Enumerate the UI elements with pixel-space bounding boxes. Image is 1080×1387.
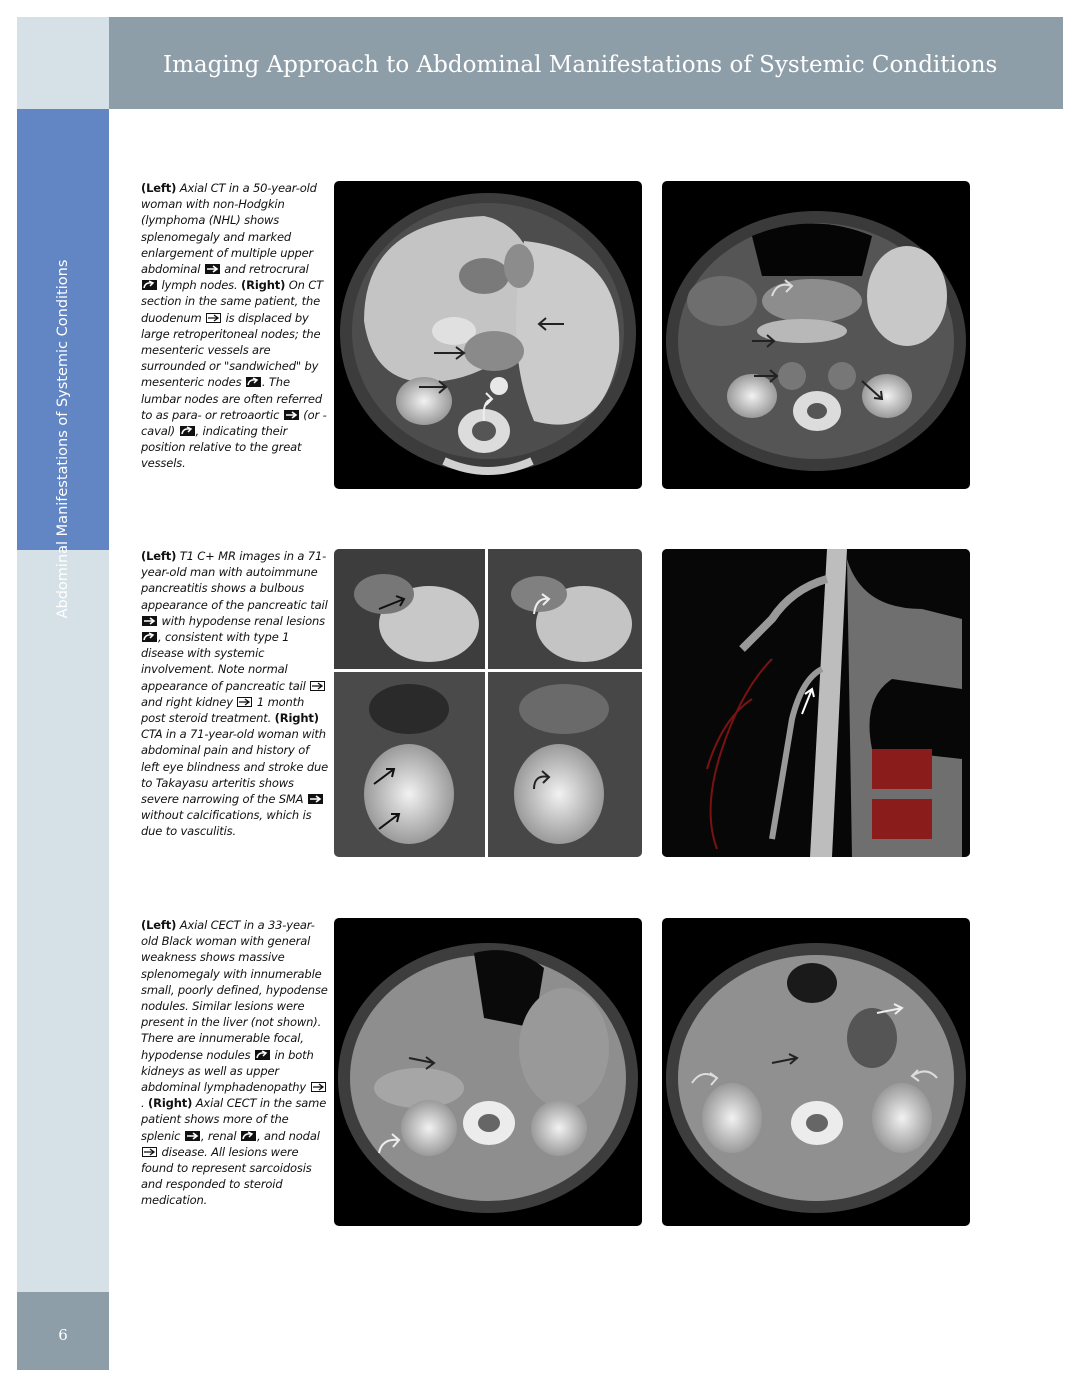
- open-arrow-icon: [310, 681, 325, 691]
- side-tab-label: Abdominal Manifestations of Systemic Conditions: [55, 259, 71, 619]
- caption-2: (Left) T1 C+ MR images in a 71-year-old man with autoimmune pancreatitis shows a bulbous appearance of the pancreatic tail with hypodense renal lesions , consistent with type 1 disease with systemic involvement. Note normal appearance of pancreatic tail and right kidney 1 month post steroid treatment. (Right) CTA in a 71-year-old woman with abdominal pain and history of left eye blindness and stroke due to Takayasu arteritis shows severe narrowing of the SMA without calcifications, which is due to vasculitis.: [141, 549, 329, 839]
- curved-arrow-icon: [255, 1050, 270, 1060]
- caption-3: (Left) Axial CECT in a 33-year-old Black woman with general weakness shows massive splenomegaly with innumerable small, poorly defined, hypodense nodules. Similar lesions were present in the liver (not shown). There are innumerable focal, hypodense nodules in both kidneys as well as upper abdominal lymphadenopathy . (Right) Axial CECT in the same patient shows more of the splenic , renal , and nodal disease. All lesions were found to represent sarcoidosis and responded to steroid medication.: [141, 918, 328, 1208]
- open-arrow-icon: [206, 313, 221, 323]
- solid-arrow-icon: [142, 616, 157, 626]
- open-arrow-icon: [142, 1147, 157, 1157]
- ct-image-row1-right: [662, 181, 970, 489]
- curved-arrow-icon: [142, 632, 157, 642]
- solid-arrow-icon: [185, 1131, 200, 1141]
- page-number: 6: [58, 1326, 68, 1344]
- curved-arrow-icon: [246, 377, 261, 387]
- solid-arrow-icon: [308, 794, 323, 804]
- open-curved-arrow-icon: [237, 697, 252, 707]
- curved-arrow-icon: [142, 280, 157, 290]
- cect-image-row3-left: [334, 918, 642, 1226]
- open-arrow-icon: [311, 1082, 326, 1092]
- cta-image-row2-right: [662, 549, 970, 857]
- page-title: Imaging Approach to Abdominal Manifestations of Systemic Conditions: [163, 52, 998, 78]
- side-tab: [17, 109, 109, 619]
- page-number-box: [17, 1292, 109, 1370]
- curved-arrow-icon: [241, 1131, 256, 1141]
- mr-image-grid-row2-left: [334, 549, 642, 857]
- solid-arrow-icon: [284, 410, 299, 420]
- caption-1: (Left) Axial CT in a 50-year-old woman with non-Hodgkin (lymphoma (NHL) shows splenomegaly and marked enlargement of multiple upper abdominal and retrocrural lymph nodes. (Right) On CT section in the same patient, the duodenum is displaced by large retroperitoneal nodes; the mesenteric vessels are surrounded or "sandwiched" by mesenteric nodes . The lumbar nodes are often referred to as para- or retroaortic (or -caval) , indicating their position relative to the great vessels.: [141, 181, 327, 471]
- ct-image-row1-left: [334, 181, 642, 489]
- solid-arrow-icon: [205, 264, 220, 274]
- cect-image-row3-right: [662, 918, 970, 1226]
- curved-arrow-icon: [180, 426, 195, 436]
